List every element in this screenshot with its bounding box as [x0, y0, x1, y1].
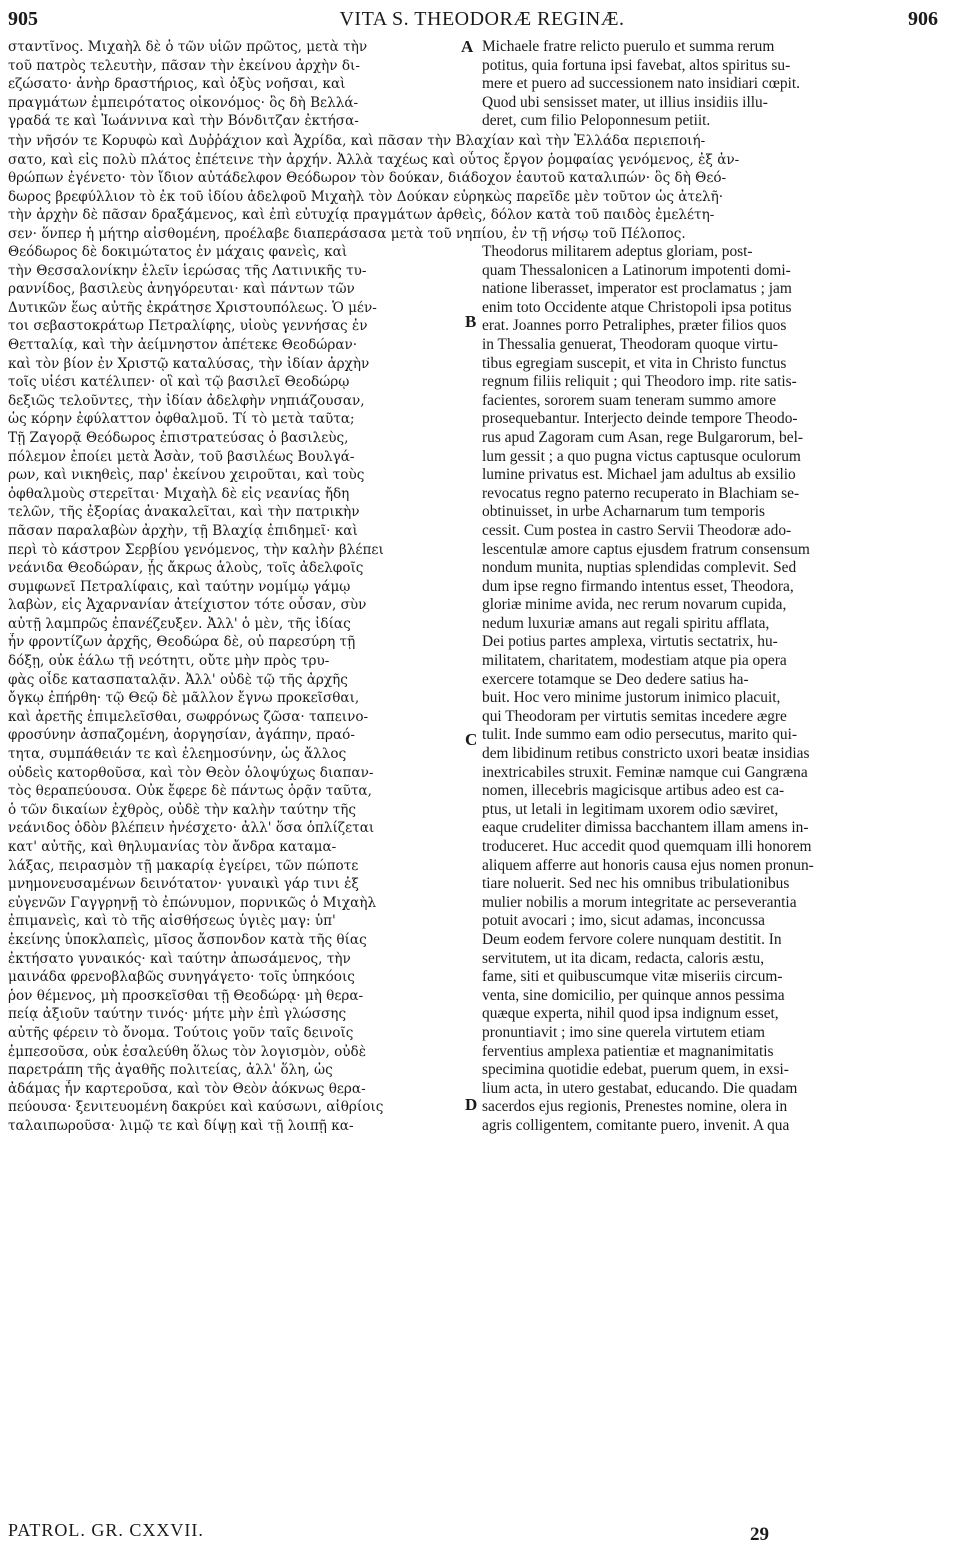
latin-text-line: gloriæ minime avida, nec rerum novarum cupida, — [482, 596, 787, 614]
latin-text-line: facientes, sororem suam teneram summo amore — [482, 391, 777, 409]
greek-text-line: Τῇ Ζαγορᾷ Θεόδωρος ἐπιστρατεύσας ὁ βασιλεὺς, — [8, 429, 349, 446]
greek-text-line: αὐτῆς φέρειν τὸ ὄνομα. Τούτοις γοῦν ταῖς δεινοῖς — [8, 1024, 354, 1041]
top-latin-column — [482, 38, 956, 131]
latin-text-line: ferventius amplexa patientiæ et magnanimitatis — [482, 1042, 774, 1060]
latin-column — [482, 243, 956, 1136]
greek-text-line: ἐκτήσατο γυναικός· καὶ ταύτην ἀπωσάμενος, τὴν — [8, 950, 351, 967]
greek-text-line: ὡς κόρην ἐφύλαττον ὀφθαλμοῦ. Τί τὸ μετὰ ταῦτα; — [8, 411, 355, 428]
greek-text-line: πᾶσαν παραλαβὼν ἀρχὴν, τῇ Βλαχίᾳ ἐπιδημεῖ· καὶ — [8, 522, 358, 539]
latin-text-line: mulier nobilis a morum integritate ac perseverantia — [482, 893, 797, 911]
greek-text-line: μαινάδα φρενοβλαβῶς συνηγάγετο· τοῖς ὑπηκόοις — [8, 969, 355, 986]
greek-text-line: παρετράπη τῆς ἀγαθῆς πολιτείας, ἀλλ' ὅλη, ὡς — [8, 1062, 333, 1079]
greek-text-line: ἀδάμας ἦν καρτεροῦσα, καὶ τὸν Θεὸν ἀόκνως θερα- — [8, 1080, 366, 1097]
latin-text-line: tiare noluerit. Sed nec his omnibus tribulationibus — [482, 875, 790, 893]
section-marker-a: A — [461, 37, 474, 56]
greek-text-line: μνημονευσαμένων δεινότατον· γυναικὶ γάρ τινι ἐξ — [8, 876, 359, 893]
latin-text-line: prosequebantur. Interjecto deinde tempore Theodo- — [482, 410, 798, 428]
latin-text-line: tibus egregiam suscepit, et vita in Christo functus — [482, 354, 787, 372]
greek-text-line: λαβὼν, εἰς Ἀχαρνανίαν ἀτείχιστον τότε οὖσαν, σὺν — [8, 597, 367, 614]
latin-text-line: troduceret. Huc accedit quod quemquam illi honorem — [482, 838, 812, 855]
greek-text-line: πόλεμον ἐποίει μετὰ Ἀσὰν, τοῦ βασιλέως Βουλγά- — [8, 448, 355, 465]
latin-text-line: revocatus regno paterno recuperato in Blachiam se- — [482, 484, 800, 502]
greek-text-line: ἐμπεσοῦσα, οὐκ ἐσαλεύθη ὅλως τὸν λογισμὸν, οὐδὲ — [8, 1043, 367, 1060]
latin-text-line: dem libidinum retibus constricto uxori beatæ insidias — [482, 745, 810, 763]
latin-text-line: lium acta, in utero gestabat, educando. Die quadam — [482, 1079, 798, 1097]
greek-text-line: φροσύνην ἀσπαζομένη, ἀοργησίαν, ἀγάπην, πραό- — [8, 727, 355, 744]
latin-text-line: natione liberasset, imperator est proclamatus ; jam — [482, 280, 792, 298]
greek-text-line: τοι σεβαστοκράτωρ Πετραλίφης, υἱοὺς γεννήσας ἐν — [8, 318, 368, 335]
latin-text-line: potuit avocari ; imo, sicut adamas, inconcussa — [482, 912, 765, 930]
greek-text-line: σατο, καὶ εἰς πολὺ πλάτος ἐπέτεινε τὴν ἀρχήν. Ἀλλὰ ταχέως καὶ οὗτος ἔργον ῥομφαίας γενόμενος, ἐξ ἀν- — [8, 151, 740, 168]
greek-text-line: τητα, συμπάθειάν τε καὶ ἐλεημοσύνην, ὡς ἄλλος — [8, 746, 347, 763]
latin-text-line: dum ipse regno firmando intentus esset, Theodora, — [482, 577, 794, 595]
latin-text-line: Quod ubi sensisset mater, ut illius insidiis illu- — [482, 93, 768, 111]
latin-text-line: sacerdos ejus regionis, Prenestes nomine, olera in — [482, 1098, 788, 1116]
greek-text-line: ταλαιπωροῦσα· λιμῷ τε καὶ δίψῃ καὶ τῇ λοιπῇ κα- — [8, 1117, 354, 1134]
full-width-greek-text — [8, 132, 956, 244]
latin-text-line: rus apud Zagoram cum Asan, rege Bulgarorum, bel- — [482, 428, 803, 446]
greek-text-line: τοῦ πατρὸς τελευτὴν, πᾶσαν τὴν ἐκείνου ἀρχὴν δι- — [8, 57, 360, 74]
latin-text-line: nondum munita, nuptias splendidas complevit. Sed — [482, 559, 797, 577]
greek-text-line: ῥον θέμενος, μὴ προσκεῖσθαι τῇ Θεοδώρᾳ· μὴ θερα- — [8, 987, 364, 1004]
footer-signature: PATROL. GR. CXXVII. — [8, 1520, 204, 1540]
latin-text-line: quam Thessalonicen a Latinorum impotenti domi- — [482, 261, 791, 279]
greek-text-line: γραδά τε καὶ Ἰωάννινα καὶ τὴν Βόνδιτζαν ἐκτήσα- — [8, 113, 359, 130]
greek-text-line: κατ' αὐτῆς, καὶ θηλυμανίας τὸν ἄνδρα καταμα- — [8, 839, 337, 855]
greek-text-line: σταντῖνος. Μιχαὴλ δὲ ὁ τῶν υἱῶν πρῶτος, μετὰ τὴν — [8, 39, 368, 55]
greek-text-line: πεύουσα· ξενιτευομένη δακρύει καὶ καύσωνι, αἰθρίοις — [8, 1099, 384, 1116]
latin-text-line: aliquem afferre aut honoris causa ejus nomen pronun- — [482, 856, 814, 874]
greek-text-line: τὴν ἀρχὴν δὲ πᾶσαν δραξάμενος, καὶ ἐπὶ εὐτυχίᾳ πραγμάτων ἀρθεὶς, δόλον κατὰ τοῦ παιδὸς ἐμελέτη- — [8, 207, 715, 224]
latin-text-line: qui Theodoram per virtutis semitas incedere ægre — [482, 707, 787, 725]
latin-text-line: in Thessalia genuerat, Theodoram quoque virtu- — [482, 335, 779, 353]
greek-text-line: τὴν Θεσσαλονίκην ἑλεῖν ἱερώσας τῆς Λατινικῆς τυ- — [8, 262, 367, 279]
latin-text-line: nomen, illecebris magicisque artibus adeo est ca- — [482, 782, 785, 800]
latin-text-line: cessit. Cum postea in castro Servii Theodoræ ado- — [482, 521, 792, 539]
section-marker-c: C — [465, 730, 478, 749]
running-title: VITA S. THEODORÆ REGINÆ. — [339, 8, 625, 30]
greek-text-line: αὐτῇ λαμπρῶς ἐπανέζευξεν. Ἀλλ' ὁ μὲν, τῆς ἰδίας — [8, 615, 351, 632]
greek-text-line: ἦν φροντίζων ἀρχῆς, Θεοδώρα δὲ, οὐ παρεσύρη τῇ — [8, 634, 356, 651]
greek-text-line: εὐγενῶν Γαγγρηνῇ τὸ ἐπώνυμον, πορνικῶς ὁ Μιχαὴλ — [8, 894, 377, 911]
column-number-right: 906 — [908, 8, 938, 30]
greek-text-line: τὴν νῆσόν τε Κορυφὼ καὶ Δυῤῥάχιον καὶ Ἀχρίδα, καὶ πᾶσαν τὴν Βλαχίαν καὶ τὴν Ἑλλάδα περιεποιή- — [8, 133, 706, 149]
section-marker-d: D — [465, 1095, 478, 1114]
latin-text-line: exercere totamque se Deo dedere satius ha- — [482, 670, 749, 688]
latin-text-line: tulit. Inde summo eam odio persecutus, marito qui- — [482, 726, 798, 744]
greek-text-line: οὐδεὶς κατορθοῦσα, καὶ τὸν Θεὸν ὁλοψύχως διαπαν- — [8, 764, 374, 781]
greek-text-line: σεν· ὅνπερ ἡ μήτηρ αἰσθομένη, προέλαβε διαπεράσασα μετὰ τοῦ νηπίου, ἐν τῇ νήσῳ τοῦ Πέλοπος. — [8, 225, 686, 242]
greek-text-line: συμφωνεῖ Πετραλίφαις, καὶ ταύτην νομίμῳ γάμῳ — [8, 578, 351, 595]
greek-text-line: ὄγκῳ ἐπήρθη· τῷ Θεῷ δὲ μᾶλλον ἔγνω προκεῖσθαι, — [8, 690, 360, 707]
latin-text-line: lumine privatus est. Michael jam adultus ab exsilio — [482, 466, 796, 484]
latin-text-line: fame, siti et quibuscumque vitæ miseriis circum- — [482, 968, 783, 986]
greek-text-line: περὶ τὸ κάστρον Σερβίου γενόμενος, τὴν καλὴν βλέπει — [8, 541, 384, 558]
latin-text-line: pronuntiavit ; imo sine querela virtutem etiam — [482, 1023, 765, 1041]
latin-text-line: obtinuisset, in urbe Acharnarum tum temporis — [482, 503, 765, 521]
greek-text-line: πείᾳ ἀξιοῦν ταύτην τινός· μήτε μὴν ἐπὶ γλώσσης — [8, 1006, 347, 1023]
latin-text-line: deret, cum filio Peloponnesum petiit. — [482, 112, 711, 130]
latin-text-line: servitutem, ut ita dicam, redacta, caloris æstu, — [482, 949, 765, 967]
latin-text-line: Dei potius partes amplexa, virtutis sectatrix, hu- — [482, 633, 778, 651]
latin-text-line: militatem, charitatem, modestiam atque pia opera — [482, 652, 787, 670]
greek-text-line: πραγμάτων ἐμπειρότατος οἰκονόμος· ὃς δὴ Βελλά- — [8, 94, 359, 111]
greek-text-line: ρων, καὶ νικηθεὶς, παρ' ἐκείνου χειροῦται, καὶ τοὺς — [8, 467, 365, 484]
top-greek-column — [8, 38, 458, 131]
greek-text-line: λάξας, πειρασμὸν τῇ μακαρίᾳ ἐγείρει, τῶν πώποτε — [8, 857, 359, 874]
greek-text-line: Θεόδωρος δὲ δοκιμώτατος ἐν μάχαις φανεὶς, καὶ — [8, 244, 348, 260]
sheet-number: 29 — [750, 1524, 769, 1545]
greek-text-line: καὶ ἀρετῆς ἐπιμελεῖσθαι, σωφρόνως ζῶσα· ταπεινο- — [8, 708, 369, 725]
latin-text-line: Deum eodem fervore colere nunquam destitit. In — [482, 930, 782, 948]
greek-column — [8, 243, 463, 1136]
latin-text-line: specimina quotidie edebat, puerum quem, in exsi- — [482, 1061, 789, 1079]
greek-text-line: δόξῃ, οὐκ ἑάλω τῇ νεότητι, οὔτε μὴν πρὸς τρυ- — [8, 653, 330, 670]
latin-text-line: potitus, quia fortuna ipsi favebat, altos spiritus su- — [482, 56, 791, 74]
latin-text-line: quæque experta, nihil quod ipsa indignum esset, — [482, 1005, 779, 1023]
greek-text-line: Δυτικῶν ἕως αὐτῆς ἐκράτησε Χριστουπόλεως. Ὁ μέν- — [8, 299, 377, 316]
greek-text-line: καὶ τὸν βίον ἐν Χριστῷ καταλύσας, τὴν ἰδίαν ἀρχὴν — [8, 355, 370, 372]
latin-text-line: venta, sine domicilio, per quinque annos pessima — [482, 986, 785, 1004]
latin-text-line: buit. Hoc vero minime justorum inimico placuit, — [482, 689, 781, 707]
latin-text-line: Theodorus militarem adeptus gloriam, post- — [482, 243, 753, 260]
latin-text-line: ptus, ut letali in legitimam uxorem odio sæviret, — [482, 800, 779, 818]
latin-text-line: Michaele fratre relicto puerulo et summa rerum — [482, 38, 775, 55]
latin-text-line: nedum luxuriæ amans aut regali spiritu afflata, — [482, 614, 770, 632]
greek-text-line: εζώσατο· ἀνὴρ δραστήριος, καὶ ὀξὺς νοῆσαι, καὶ — [8, 76, 346, 93]
greek-text-line: τελῶν, τῆς ἐξορίας ἀνακαλεῖται, καὶ τὴν πατρικὴν — [8, 504, 360, 521]
greek-text-line: θρώπων ἐγένετο· τὸν ἴδιον αὐτάδελφον Θεόδωρον τὸν δούκαν, διάδοχον ἑαυτοῦ καταλιπών· ὃς δὴ Θεό- — [8, 170, 727, 187]
greek-text-line: Θετταλίᾳ, καὶ τὴν ἀείμνηστον ἀπέτεκε Θεοδώραν· — [8, 336, 358, 353]
latin-text-line: inextricabiles struxit. Feminæ namque cui Gangræna — [482, 763, 808, 781]
latin-text-line: regnum filiis reliquit ; qui Theodoro imp. rite satis- — [482, 373, 797, 391]
greek-text-line: τὸς θεραπεύουσα. Οὐκ ἔφερε δὲ πάντως ὁρᾷν ταῦτα, — [8, 783, 372, 800]
greek-text-line: ραννίδος, βασιλεὺς ἀνηγόρευται· καὶ πάντων τῶν — [8, 281, 355, 298]
greek-text-line: ἐπιμανεὶς, καὶ τὸ τῆς αἰσθήσεως ὑγιὲς μαγ: ὑπ' — [8, 913, 336, 930]
greek-text-line: τοῖς υἱέσι κατέλιπεν· οἳ καὶ τῷ βασιλεῖ Θεοδώρῳ — [8, 374, 350, 391]
latin-text-line: lum gessit ; a quo pugna victus captusque oculorum — [482, 447, 801, 465]
latin-text-line: agris colligentem, comitante puero, invenit. A qua — [482, 1116, 790, 1134]
greek-text-line: ἐκείνης ὑποκλαπεὶς, μῖσος ἄσπονδον κατὰ τῆς θίας — [8, 931, 367, 948]
latin-text-line: mere et puero ad successionem nato insidiari cœpit. — [482, 75, 800, 93]
latin-text-line: lescentulæ amore captus ejusdem fratrum consensum — [482, 540, 810, 558]
greek-text-line: νεάνιδος ὁδὸν βλέπειν ἠνέσχετο· ἀλλ' ὅσα ὁπλίζεται — [8, 820, 375, 837]
greek-text-line: ὀφθαλμοὺς στερεῖται· Μιχαὴλ δὲ εἰς νεανίας ἤδη — [8, 485, 350, 502]
greek-text-line: ὁ τῶν δικαίων ἐχθρὸς, οὐδὲ τὴν καλὴν ταύτην τῆς — [8, 801, 357, 818]
greek-text-line: νεάνιδα Θεοδώραν, ᾗς ἄκρως ἁλοὺς, τοῖς ἀδελφοῖς — [8, 560, 364, 577]
section-marker-b: B — [465, 312, 477, 331]
latin-text-line: eaque crudeliter dimissa bacchantem illam amens in- — [482, 819, 809, 837]
page-header — [0, 0, 964, 34]
column-number-left: 905 — [8, 8, 38, 30]
latin-text-line: enim toto Occidente atque Christopoli ipsa potitus — [482, 298, 792, 316]
greek-text-line: δωρος βρεφύλλιον τὸ ἐκ τοῦ ἰδίου ἀδελφοῦ Μιχαὴλ τὸν Δούκαν εὑρηκὼς παρεῖδε μὲν τοῦτον ὡς ἀτελῆ· — [8, 188, 724, 205]
greek-text-line: δεξιῶς τελοῦντες, τὴν ἰδίαν ἀδελφὴν νηπιάζουσαν, — [8, 392, 365, 409]
latin-text-line: erat. Joannes porro Petraliphes, præter filios quos — [482, 317, 787, 335]
greek-text-line: φὰς οἶδε κατασπαταλᾷν. Ἀλλ' οὐδὲ τῷ τῆς ἀρχῆς — [8, 671, 348, 688]
